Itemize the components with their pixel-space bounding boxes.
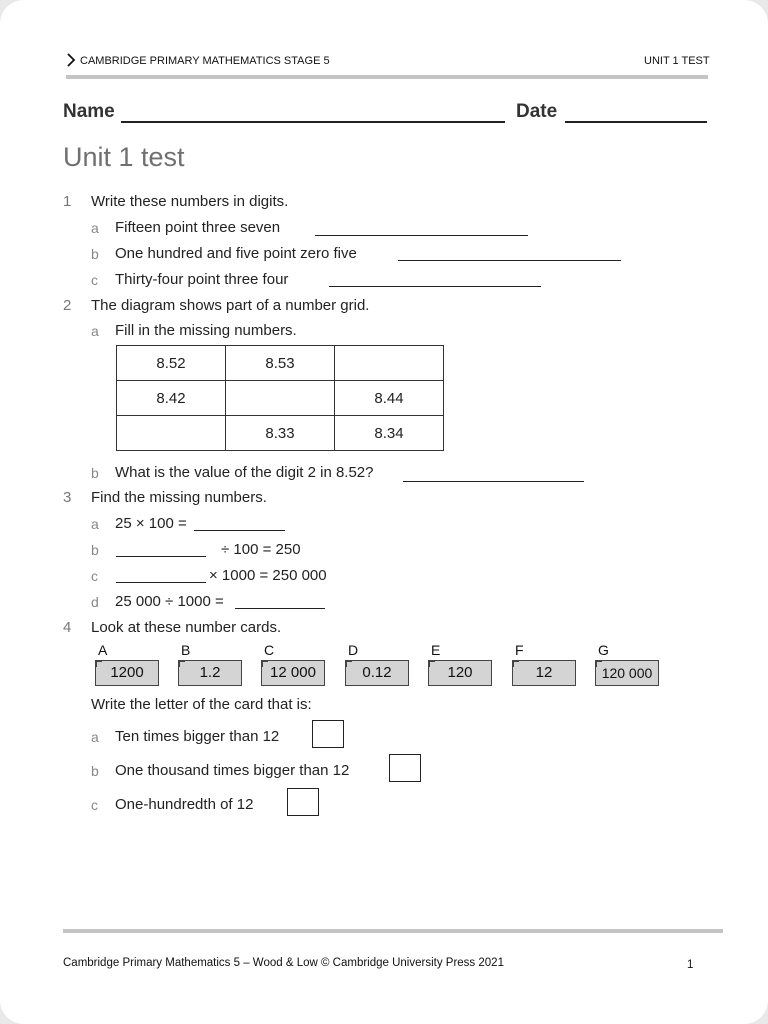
item-letter: d: [91, 594, 99, 610]
item-text: × 1000 = 250 000: [209, 567, 327, 584]
grid-cell: 8.52: [117, 346, 226, 381]
page-title: Unit 1 test: [63, 142, 185, 172]
item-letter: b: [91, 763, 99, 779]
answer-line[interactable]: [315, 235, 528, 236]
item-letter: c: [91, 272, 98, 288]
footer-copyright: Cambridge Primary Mathematics 5 – Wood & Low © Cambridge University Press 2021: [63, 957, 504, 969]
item-text: Fill in the missing numbers.: [115, 322, 297, 339]
header-rule: [66, 75, 708, 79]
grid-row: [117, 346, 444, 381]
question-text: The diagram shows part of a number grid.: [91, 297, 370, 314]
item-letter: a: [91, 516, 99, 532]
answer-line[interactable]: [194, 530, 285, 531]
question-number: 1: [63, 193, 72, 210]
card-letter: F: [515, 642, 524, 658]
answer-line[interactable]: [398, 260, 621, 261]
item-letter: b: [91, 542, 99, 558]
item-text: Thirty-four point three four: [115, 271, 289, 288]
date-label: Date: [516, 101, 558, 122]
item-text: 25 × 100 =: [115, 515, 187, 532]
item-letter: b: [91, 246, 99, 262]
item-letter: a: [91, 323, 99, 339]
number-card: 1200: [95, 660, 159, 686]
grid-row: [117, 416, 444, 451]
item-text: One-hundredth of 12: [115, 796, 254, 813]
chevron-right-icon: [66, 53, 76, 67]
grid-cell: 8.44: [335, 381, 444, 416]
card-letter: E: [431, 642, 441, 658]
grid-cell: 8.34: [335, 416, 444, 451]
answer-line[interactable]: [403, 481, 584, 482]
question-number: 2: [63, 297, 72, 314]
item-letter: b: [91, 465, 99, 481]
question-text: Find the missing numbers.: [91, 489, 267, 506]
grid-cell-blank[interactable]: [335, 346, 444, 381]
date-field[interactable]: [565, 121, 707, 123]
grid-cell: 8.42: [117, 381, 226, 416]
grid-cell: 8.33: [226, 416, 335, 451]
header-unit: UNIT 1 TEST: [644, 55, 710, 67]
item-letter: a: [91, 729, 99, 745]
answer-box[interactable]: [312, 720, 344, 748]
number-card: 0.12: [345, 660, 409, 686]
instruction-text: Write the letter of the card that is:: [91, 696, 312, 713]
grid-cell-blank[interactable]: [226, 381, 335, 416]
grid-cell-blank[interactable]: [117, 416, 226, 451]
question-text: Look at these number cards.: [91, 619, 282, 636]
item-text: 25 000 ÷ 1000 =: [115, 593, 224, 610]
number-card: 120 000: [595, 660, 659, 686]
item-text: ÷ 100 = 250: [221, 541, 301, 558]
item-letter: c: [91, 797, 98, 813]
answer-line[interactable]: [235, 608, 325, 609]
name-label: Name: [63, 101, 115, 122]
question-number: 3: [63, 489, 72, 506]
card-letter: A: [98, 642, 108, 658]
grid-row: [117, 381, 444, 416]
answer-line[interactable]: [116, 582, 206, 583]
grid-cell: 8.53: [226, 346, 335, 381]
item-text: Fifteen point three seven: [115, 219, 281, 236]
card-letter: D: [348, 642, 359, 658]
item-letter: a: [91, 220, 99, 236]
number-card: 12 000: [261, 660, 325, 686]
card-letter: G: [598, 642, 609, 658]
footer-rule: [63, 929, 723, 933]
card-letter: C: [264, 642, 275, 658]
answer-line[interactable]: [116, 556, 206, 557]
answer-box[interactable]: [287, 788, 319, 816]
number-card: 120: [428, 660, 492, 686]
item-text: One hundred and five point zero five: [115, 245, 357, 262]
question-text: Write these numbers in digits.: [91, 193, 289, 210]
question-number: 4: [63, 619, 72, 636]
item-letter: c: [91, 568, 98, 584]
header-title: CAMBRIDGE PRIMARY MATHEMATICS STAGE 5: [80, 55, 330, 67]
number-card: 12: [512, 660, 576, 686]
answer-line[interactable]: [329, 286, 541, 287]
item-text: One thousand times bigger than 12: [115, 762, 350, 779]
item-text: Ten times bigger than 12: [115, 728, 280, 745]
page-number: 1: [687, 959, 694, 971]
item-text: What is the value of the digit 2 in 8.52?: [115, 464, 374, 481]
number-grid: [116, 345, 444, 451]
number-card: 1.2: [178, 660, 242, 686]
answer-box[interactable]: [389, 754, 421, 782]
card-letter: B: [181, 642, 191, 658]
name-field[interactable]: [121, 121, 505, 123]
